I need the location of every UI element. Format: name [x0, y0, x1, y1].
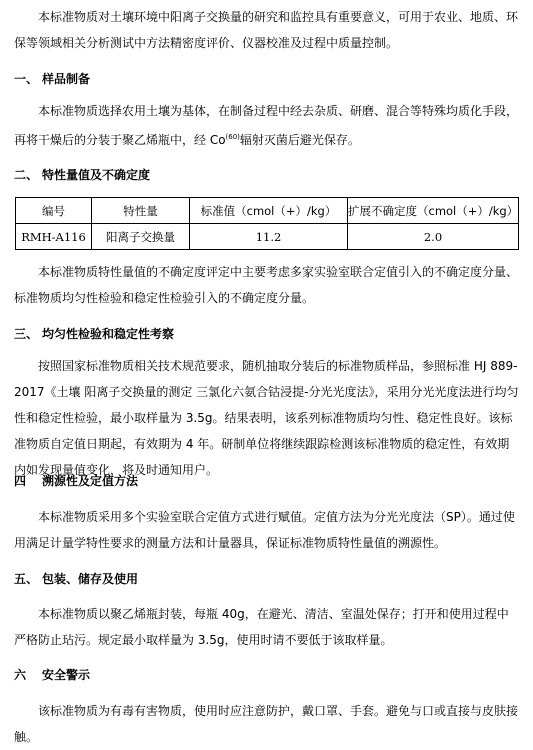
traceability-paragraph: 本标准物质采用多个实验室联合定值方式进行赋值。定值方法为分光光度法（SP）。通过使用满足计量学特性要求的测量方法和计量器具，保证标准物质特性量值的溯源性。	[14, 510, 515, 550]
table-cell-uncertainty: 2.0	[348, 224, 519, 250]
values-table	[15, 197, 519, 250]
section-heading-safety	[14, 666, 520, 684]
section-heading-packaging	[14, 570, 520, 588]
prep-text-after: 辐射灭菌后避光保存。	[239, 133, 360, 147]
isotope-superscript: (60)	[225, 133, 240, 141]
section-heading-traceability	[14, 472, 520, 490]
section-title: 安全警示	[42, 668, 91, 682]
uncertainty-note: 本标准物质特性量值的不确定度评定中主要考虑多家实验室联合定值引入的不确定度分量、标准物质均匀性检验和稳定性检验引入的不确定度分量。	[14, 265, 519, 305]
section-number: 三、	[14, 327, 39, 341]
section-heading-prep	[14, 70, 520, 88]
section-number: 一、	[14, 72, 39, 86]
table-header-cell: 编号	[16, 198, 92, 224]
table-header-cell: 标准值（cmol（+）/kg）	[190, 198, 348, 224]
section-heading-values	[14, 166, 520, 184]
safety-paragraph: 该标准物质为有毒有害物质，使用时应注意防护，戴口罩、手套。避免与口或直接与皮肤接触。	[14, 704, 519, 744]
table-cell-value: 11.2	[190, 224, 348, 250]
prep-text-before: 本标准物质选择农用土壤为基体，在制备过程中经去杂质、研磨、混合等特殊均质化手段，再将干燥后的分装于聚乙烯瓶中，经 Co	[14, 104, 519, 147]
table-header-row	[16, 198, 519, 224]
table-cell-property: 阳离子交换量	[92, 224, 190, 250]
intro-paragraph: 本标准物质对土壤环境中阳离子交换量的研究和监控具有重要意义，可用于农业、地质、环保等领域相关分析测试中方法精密度评价、仪器校准及过程中质量控制。	[14, 10, 519, 50]
table-row	[16, 224, 519, 250]
packaging-paragraph: 本标准物质以聚乙烯瓶封装，每瓶 40g，在避光、清洁、室温处保存；打开和使用过程中严格防止玷污。规定最小取样量为 3.5g，使用时请不要低于该取样量。	[14, 607, 509, 647]
homogeneity-paragraph: 按照国家标准物质相关技术规范要求，随机抽取分装后的标准物质样品，参照标准 HJ 889-2017《土壤 阳离子交换量的测定 三氯化六氨合钴浸提-分光光度法》，采用分光光度法进行均匀性和稳定性检验，最小取样量为 3.5g。结果表明，该系列标准物质均匀性、稳定性良好。该标准物质自定值日期起，有效期为 4 年。研制单位将继续跟踪检测该标准物质的稳定性，有效期内如发现量值变化，将及时通知用户。	[14, 359, 519, 477]
section-heading-homogeneity	[14, 325, 520, 343]
section-title: 特性量值及不确定度	[42, 168, 151, 182]
section-title: 包装、储存及使用	[42, 572, 139, 586]
section-title: 溯源性及定值方法	[42, 474, 139, 488]
section-number: 五、	[14, 572, 39, 586]
section-number: 二、	[14, 168, 39, 182]
table-cell-code: RMH-A116	[16, 224, 92, 250]
section-number: 四	[14, 474, 27, 488]
table-header-cell: 特性量	[92, 198, 190, 224]
table-header-cell: 扩展不确定度（cmol（+）/kg）	[348, 198, 519, 224]
prep-paragraph	[14, 98, 520, 153]
section-number: 六	[14, 668, 27, 682]
section-title: 样品制备	[42, 72, 91, 86]
section-title: 均匀性检验和稳定性考察	[42, 327, 175, 341]
